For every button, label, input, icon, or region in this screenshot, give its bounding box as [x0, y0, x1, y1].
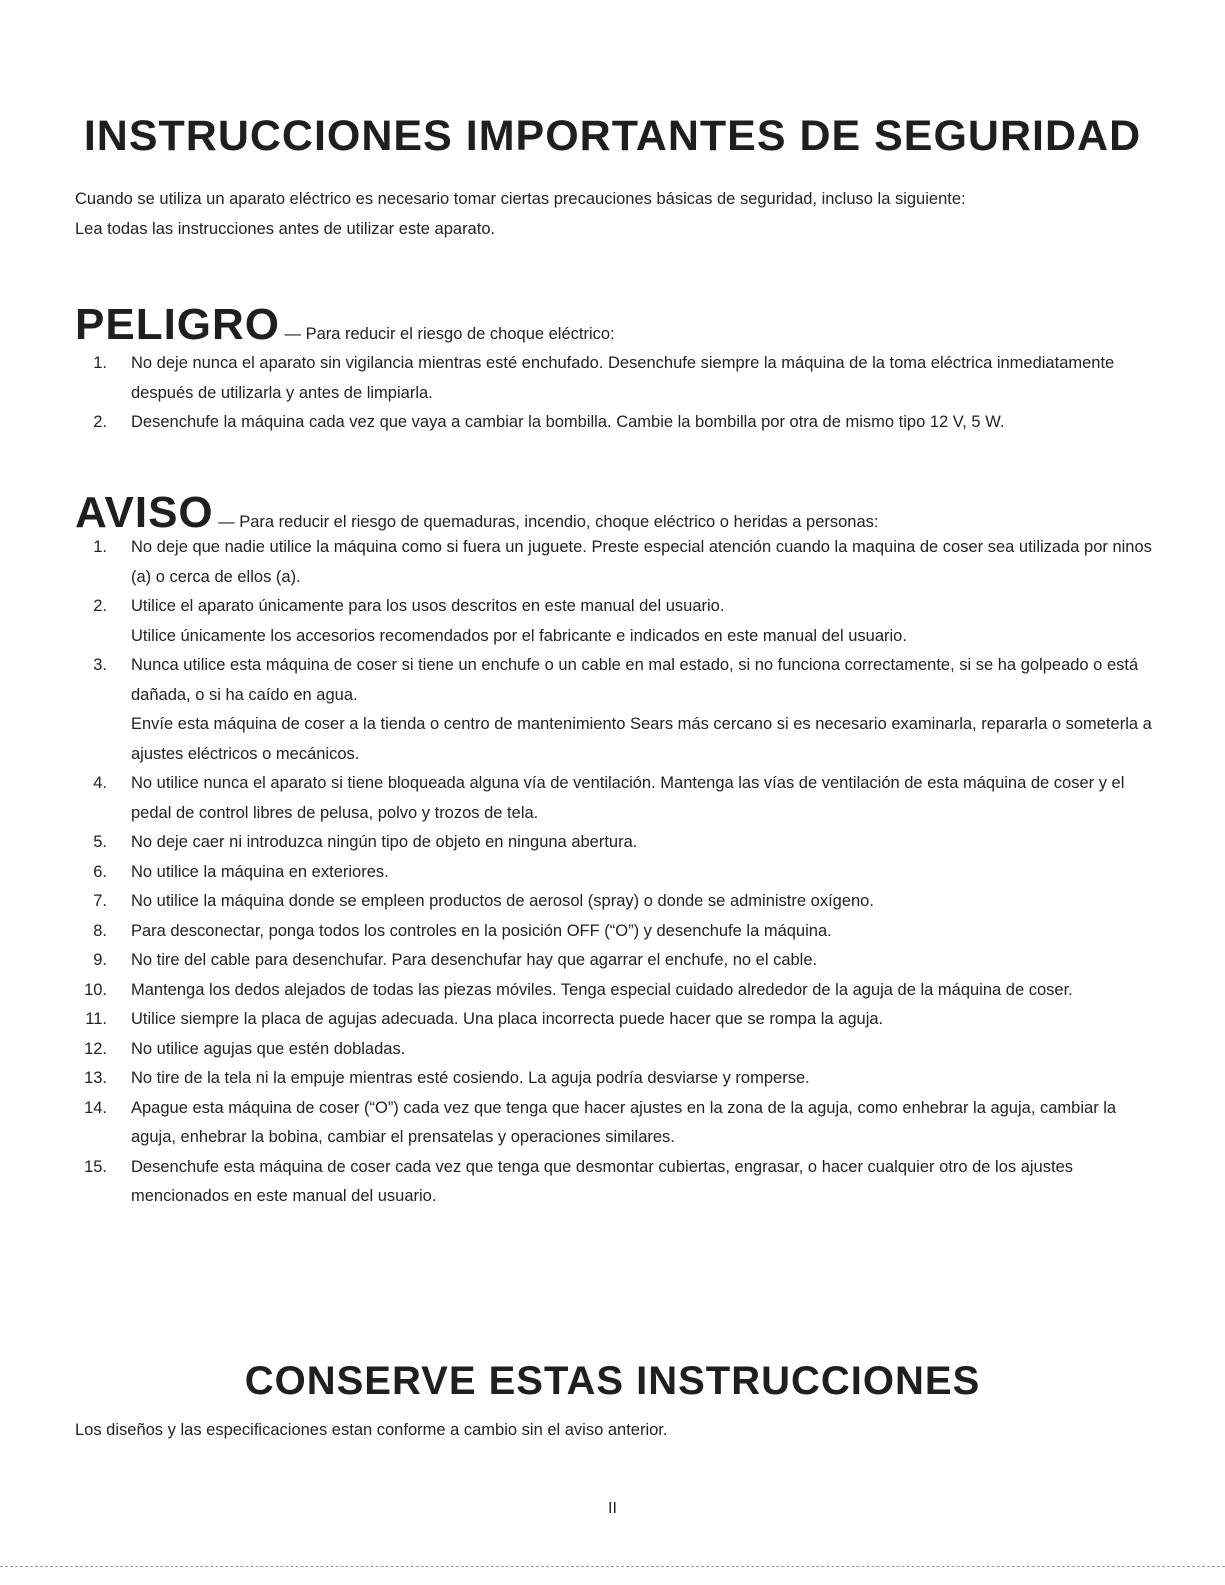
- item-number: 3.: [93, 656, 107, 674]
- item-text: No utilice la máquina donde se empleen productos de aerosol (spray) o donde se administre oxígeno.: [131, 892, 874, 910]
- item-text: Desenchufe esta máquina de coser cada vez que tenga que desmontar cubiertas, engrasar, o hacer cualquier otro de los ajustes mencionados en este manual del usuario.: [131, 1157, 1073, 1205]
- item-text: No tire del cable para desenchufar. Para desenchufar hay que agarrar el enchufe, no el cable.: [131, 951, 818, 969]
- item-text: No tire de la tela ni la empuje mientras esté cosiendo. La aguja podría desviarse y romperse.: [131, 1069, 810, 1087]
- list-item: [75, 946, 1155, 976]
- aviso-subtitle: — Para reducir el riesgo de quemaduras, incendio, choque eléctrico o heridas a personas:: [218, 513, 879, 531]
- peligro-subtitle: — Para reducir el riesgo de choque eléctrico:: [284, 325, 615, 343]
- item-number: 8.: [93, 921, 107, 940]
- list-item: [75, 1035, 1155, 1065]
- list-item: [75, 1005, 1155, 1035]
- item-number: 5.: [93, 833, 107, 851]
- item-number: 6.: [93, 862, 107, 881]
- item-number: 10.: [84, 980, 107, 999]
- item-number: 1.: [93, 538, 107, 556]
- list-item: [75, 976, 1155, 1006]
- item-number: 9.: [93, 951, 107, 969]
- item-text: Desenchufe la máquina cada vez que vaya a cambiar la bombilla. Cambie la bombilla por otra de mismo tipo 12 V, 5 W.: [131, 413, 1005, 431]
- item-text: Utilice únicamente los accesorios recomendados por el fabricante e indicados en este manual del usuario.: [131, 626, 907, 645]
- list-item: [75, 828, 1155, 858]
- list-item: [75, 408, 1155, 438]
- intro-line: Lea todas las instrucciones antes de utilizar este aparato.: [75, 220, 496, 238]
- item-text: No deje que nadie utilice la máquina como si fuera un juguete. Preste especial atención cuando la maquina de coser sea utilizada por ninos (a) o cerca de ellos (a).: [131, 538, 1152, 586]
- list-item: [75, 651, 1155, 769]
- item-number: 7.: [93, 892, 107, 910]
- aviso-title: AVISO: [75, 488, 214, 537]
- item-text: No deje nunca el aparato sin vigilancia mientras esté enchufado. Desenchufe siempre la máquina de la toma eléctrica inmediatamente después de utilizarla y antes de limpiarla.: [131, 354, 1115, 402]
- item-text: Envíe esta máquina de coser a la tienda o centro de mantenimiento Sears más cercano si es necesario examinarla, repararla o someterla a ajustes eléctricos o mecánicos.: [131, 715, 1152, 763]
- aviso-heading: [75, 488, 879, 538]
- list-item: [75, 769, 1155, 828]
- item-text: Utilice siempre la placa de agujas adecuada. Una placa incorrecta puede hacer que se rompa la aguja.: [131, 1010, 884, 1028]
- item-text: Apague esta máquina de coser (“O”) cada vez que tenga que hacer ajustes en la zona de la aguja, como enhebrar la aguja, cambiar la aguja, enhebrar la bobina, cambiar el prensatelas y operaciones similares.: [131, 1098, 1117, 1146]
- item-text: Para desconectar, ponga todos los controles en la posición OFF (“O”) y desenchufe la máquina.: [131, 921, 832, 940]
- list-item: [75, 1064, 1155, 1094]
- list-item: [75, 917, 1155, 947]
- page-number: II: [608, 1500, 617, 1517]
- list-item: [75, 592, 1155, 651]
- item-text: No utilice nunca el aparato si tiene bloqueada alguna vía de ventilación. Mantenga las vías de ventilación de esta máquina de coser y el pedal de control libres de pelusa, polvo y trozos de tela.: [131, 774, 1125, 822]
- item-number: 14.: [84, 1098, 107, 1117]
- intro-line: Cuando se utiliza un aparato eléctrico es necesario tomar ciertas precauciones básicas de seguridad, incluso la siguiente:: [75, 190, 966, 208]
- item-number: 2.: [93, 597, 107, 615]
- item-text: Nunca utilice esta máquina de coser si tiene un enchufe o un cable en mal estado, si no funciona correctamente, si se ha golpeado o está dañada, o si ha caído en agua.: [131, 656, 1139, 704]
- item-number: 1.: [93, 354, 107, 372]
- list-item: [75, 858, 1155, 888]
- item-text: No deje caer ni introduzca ningún tipo de objeto en ninguna abertura.: [131, 833, 638, 851]
- page-title: INSTRUCCIONES IMPORTANTES DE SEGURIDAD: [83, 112, 1142, 160]
- list-item: [75, 1153, 1155, 1212]
- item-text: No utilice agujas que estén dobladas.: [131, 1039, 406, 1058]
- item-text: Utilice el aparato únicamente para los usos descritos en este manual del usuario.: [131, 597, 725, 615]
- item-number: 13.: [84, 1069, 107, 1087]
- item-text: No utilice la máquina en exteriores.: [131, 862, 389, 881]
- bottom-divider: [0, 1566, 1225, 1567]
- item-number: 11.: [85, 1010, 107, 1028]
- item-number: 4.: [93, 774, 107, 792]
- list-item: [75, 1094, 1155, 1153]
- item-text: Mantenga los dedos alejados de todas las piezas móviles. Tenga especial cuidado alrededor de la aguja de la máquina de coser.: [131, 980, 1073, 999]
- list-item: [75, 887, 1155, 917]
- aviso-list: [75, 533, 1155, 1212]
- list-item: [75, 349, 1155, 408]
- peligro-list: [75, 349, 1155, 438]
- item-number: 12.: [84, 1039, 107, 1058]
- footer-title: CONSERVE ESTAS INSTRUCCIONES: [244, 1359, 981, 1403]
- item-number: 2.: [93, 413, 107, 431]
- list-item: [75, 533, 1155, 592]
- intro-paragraph: [75, 184, 1155, 244]
- peligro-heading: [75, 300, 615, 350]
- footer-note: Los diseños y las especificaciones estan conforme a cambio sin el aviso anterior.: [75, 1421, 668, 1439]
- item-number: 15.: [84, 1157, 107, 1176]
- peligro-title: PELIGRO: [75, 300, 281, 349]
